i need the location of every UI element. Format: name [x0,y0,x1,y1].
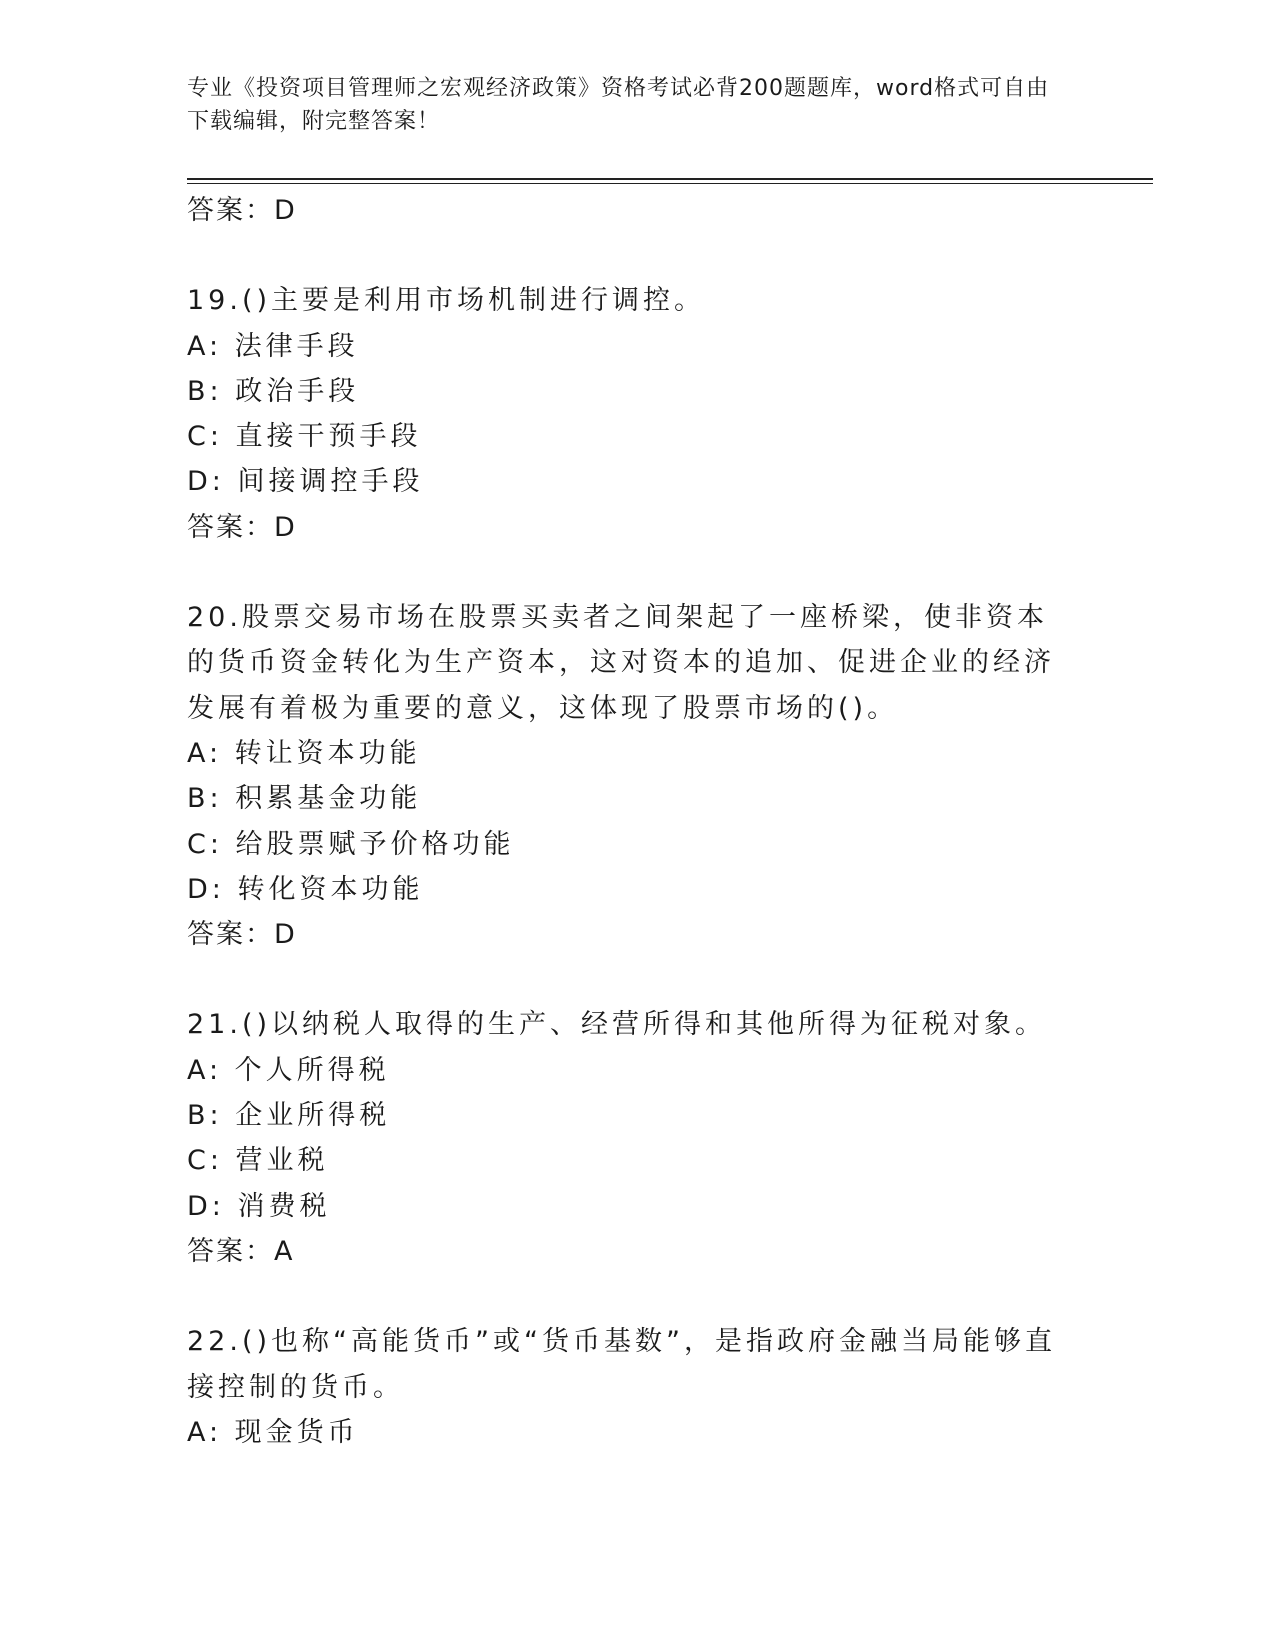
option-c: C: 给股票赋予价格功能 [187,828,515,860]
question-text: ()主要是利用市场机制进行调控。 [241,285,706,317]
spacer [187,1274,1087,1319]
option-a: A: 现金货币 [187,1416,359,1448]
document-header [187,72,1067,138]
previous-answer: 答案：D [187,195,297,226]
question-number: 22. [187,1326,242,1358]
question-20 [187,595,1087,957]
question-stem [187,278,1067,323]
question-text: ()以纳税人取得的生产、经营所得和其他所得为征税对象。 [241,1009,1047,1041]
spacer [187,233,1087,278]
question-number: 19. [187,285,242,317]
option-a: A: 个人所得税 [187,1054,390,1086]
option-d: D: 消费税 [187,1190,331,1222]
question-number: 20. [187,602,242,634]
option-b: B: 企业所得税 [187,1100,391,1132]
answer: 答案：D [187,919,297,951]
question-list [187,188,1087,1455]
header-rule-thin [187,183,1153,184]
option-b: B: 积累基金功能 [187,783,422,815]
question-stem [187,1319,1067,1410]
question-number: 21. [187,1009,242,1041]
spacer [187,957,1087,1002]
header-rule-thick [187,178,1153,180]
answer: 答案：A [187,1235,295,1267]
option-c: C: 直接干预手段 [187,421,422,453]
option-d: D: 间接调控手段 [187,466,424,498]
option-a: A: 转让资本功能 [187,737,421,769]
header-intro: 专业《投资项目管理师之宏观经济政策》资格考试必背200题题库，word格式可自由下载编辑，附完整答案！ [187,76,1050,134]
question-text: ()也称“高能货币”或“货币基数”，是指政府金融当局能够直接控制的货币。 [187,1326,1056,1403]
question-text: 股票交易市场在股票买卖者之间架起了一座桥梁，使非资本的货币资金转化为生产资本，这对资本的追加、促进企业的经济发展有着极为重要的意义，这体现了股票市场的()。 [187,602,1055,724]
option-d: D: 转化资本功能 [187,873,424,905]
spacer [187,550,1087,595]
question-stem [187,595,1067,731]
answer: 答案：D [187,511,297,543]
option-a: A: 法律手段 [187,330,359,362]
question-22 [187,1319,1087,1455]
option-c: C: 营业税 [187,1145,329,1177]
question-stem [187,1002,1067,1047]
question-19 [187,278,1087,550]
option-b: B: 政治手段 [187,375,360,407]
question-21 [187,1002,1087,1274]
